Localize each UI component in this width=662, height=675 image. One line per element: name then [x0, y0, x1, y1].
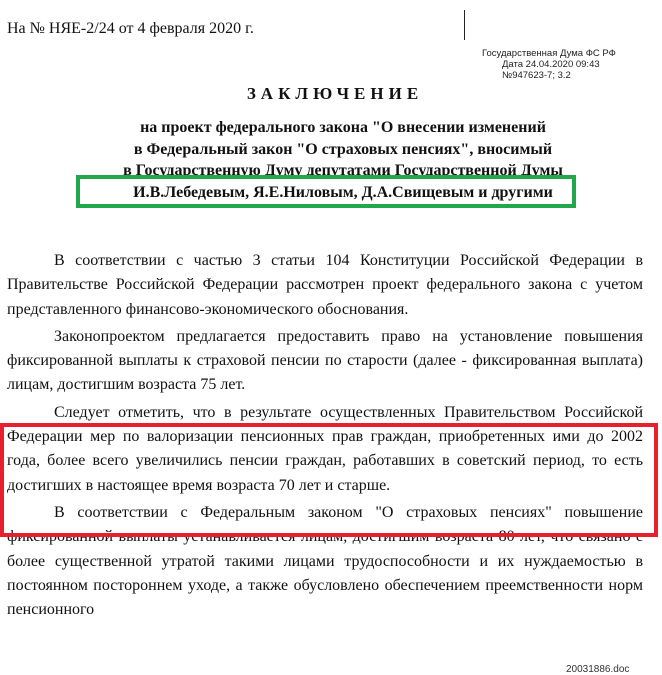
paragraph-4: В соответствии с Федеральным законом "О страховых пенсиях" повышение фиксированной выплаты устанавливается лицам, достигшим возраста 80 лет, что связано с более существенной утратой такими лицами трудоспособности и их нуждаемостью в постоянном постороннем уходе, а также обусловлено обеспечением преемственности норм пенсионного	[7, 503, 643, 619]
reference-number: На № НЯЕ-2/24 от 4 февраля 2020 г.	[7, 20, 254, 37]
stamp-org: Государственная Дума ФС РФ	[482, 48, 616, 59]
stamp-date: Дата 24.04.2020 09:43	[502, 59, 600, 70]
paragraph-2: Законопроектом предлагается предоставить право на установление повышения фиксированной выплаты к страховой пенсии по старости (далее - фиксированная выплата) лицам, достигшим возраста 75 лет.	[7, 327, 643, 394]
subtitle-line-2: в Федеральный закон "О страховых пенсиях", вносимый	[133, 140, 553, 158]
footer-filename: 20031886.doc	[566, 664, 630, 675]
subtitle-line-3: в Государственную Думу депутатами Государственной Думы	[123, 162, 563, 179]
subtitle-line-1: на проект федерального закона "О внесении изменений	[140, 119, 546, 136]
red-highlight-box	[0, 423, 658, 537]
stamp-number: №947623-7; 3.2	[502, 70, 571, 81]
registration-stamp	[478, 48, 650, 81]
registration-mark	[464, 10, 465, 40]
paragraph-3: Следует отметить, что в результате осуществленных Правительством Российской Федерации мер по валоризации пенсионных прав граждан, приобретенных ими до 2002 года, более всего увеличились пенсии граждан, работавших в советский период, то есть достигших в настоящее время возраста 70 лет и старше.	[7, 403, 643, 494]
document-title: ЗАКЛЮЧЕНИЕ	[246, 84, 424, 103]
subtitle-line-4: И.В.Лебедевым, Я.Е.Ниловым, Д.А.Свищевым и другими	[133, 183, 553, 201]
green-highlight-box	[76, 175, 576, 208]
paragraph-1: В соответствии с частью 3 статьи 104 Конституции Российской Федерации в Правительстве Российской Федерации рассмотрен проект федерального закона с учетом представленного финансово-экономического обоснования.	[7, 252, 643, 318]
